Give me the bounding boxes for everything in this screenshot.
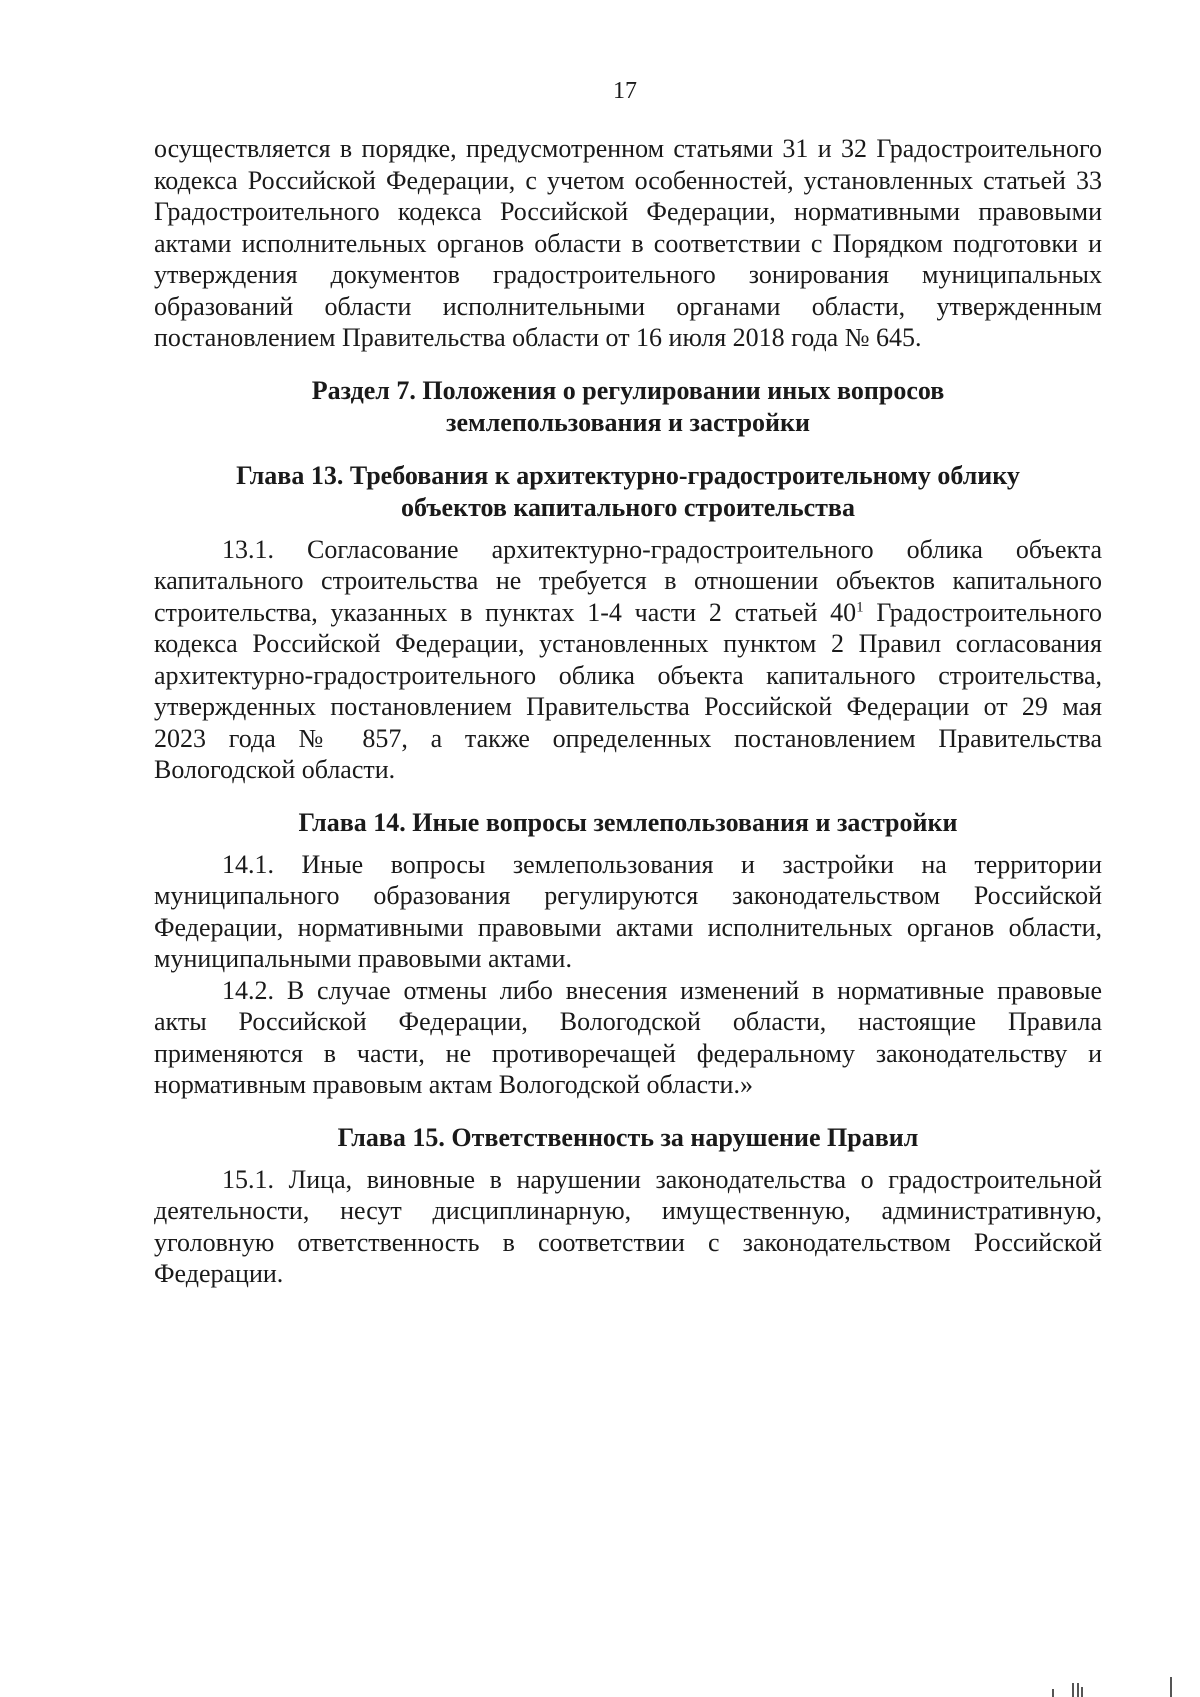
- article-superscript: 1: [856, 598, 864, 615]
- chapter-15-heading: Глава 15. Ответственность за нарушение Правил: [337, 1122, 919, 1152]
- paragraph-13-1-text-a: 13.1. Согласование архитектурно-градостроительного облика объекта капитального строительства не требуется в отношении объектов капитального строительства, указанных в пунктах 1-4 части 2 статьей 40: [154, 534, 1102, 627]
- chapter-13-title-line-1: Глава 13. Требования к архитектурно-градостроительному облику: [236, 460, 1020, 490]
- section-7-heading: [154, 375, 1102, 439]
- page-number: 17: [613, 78, 637, 104]
- section-7-title-line-2: землепользования и застройки: [446, 407, 810, 437]
- paragraph-13-1: [154, 534, 1102, 786]
- paragraph-15-1: 15.1. Лица, виновные в нарушении законодательства о градостроительной деятельности, несут дисциплинарную, имущественную, административную, уголовную ответственность в соответствии с законодательством Российской Федерации.: [154, 1164, 1102, 1288]
- section-7-title-line-1: Раздел 7. Положения о регулировании иных вопросов: [311, 375, 945, 405]
- chapter-13-title-line-2: объектов капитального строительства: [401, 492, 855, 522]
- scan-artifact-marks: [1050, 1672, 1180, 1697]
- paragraph-13-1-text-b: Градостроительного кодекса Российской Федерации, установленных пунктом 2 Правил согласования архитектурно-градостроительного облика объекта капитального строительства, утвержденных постановлением Правительства Российской Федерации от 29 мая 2023 года № 857, а также определенных постановлением Правительства Вологодской области.: [154, 597, 1102, 784]
- paragraph-14-2: 14.2. В случае отмены либо внесения изменений в нормативные правовые акты Российской Федерации, Вологодской области, настоящие Правила применяются в части, не противоречащей федеральному законодательству и нормативным правовым актам Вологодской области.»: [154, 975, 1102, 1099]
- intro-paragraph: осуществляется в порядке, предусмотренном статьями 31 и 32 Градостроительного кодекса Российской Федерации, с учетом особенностей, установленных статьей 33 Градостроительного кодекса Российской Федерации, нормативными правовыми актами исполнительных органов области в соответствии с Порядком подготовки и утверждения документов градостроительного зонирования муниципальных образований области исполнительными органами области, утвержденным постановлением Правительства области от 16 июля 2018 года № 645.: [154, 134, 1102, 352]
- page-content: [154, 133, 1102, 1290]
- chapter-14-heading: Глава 14. Иные вопросы землепользования и застройки: [298, 807, 958, 837]
- chapter-13-heading: [154, 460, 1102, 524]
- paragraph-14-1: 14.1. Иные вопросы землепользования и застройки на территории муниципального образования регулируются законодательством Российской Федерации, нормативными правовыми актами исполнительных органов области, муниципальными правовыми актами.: [154, 849, 1102, 973]
